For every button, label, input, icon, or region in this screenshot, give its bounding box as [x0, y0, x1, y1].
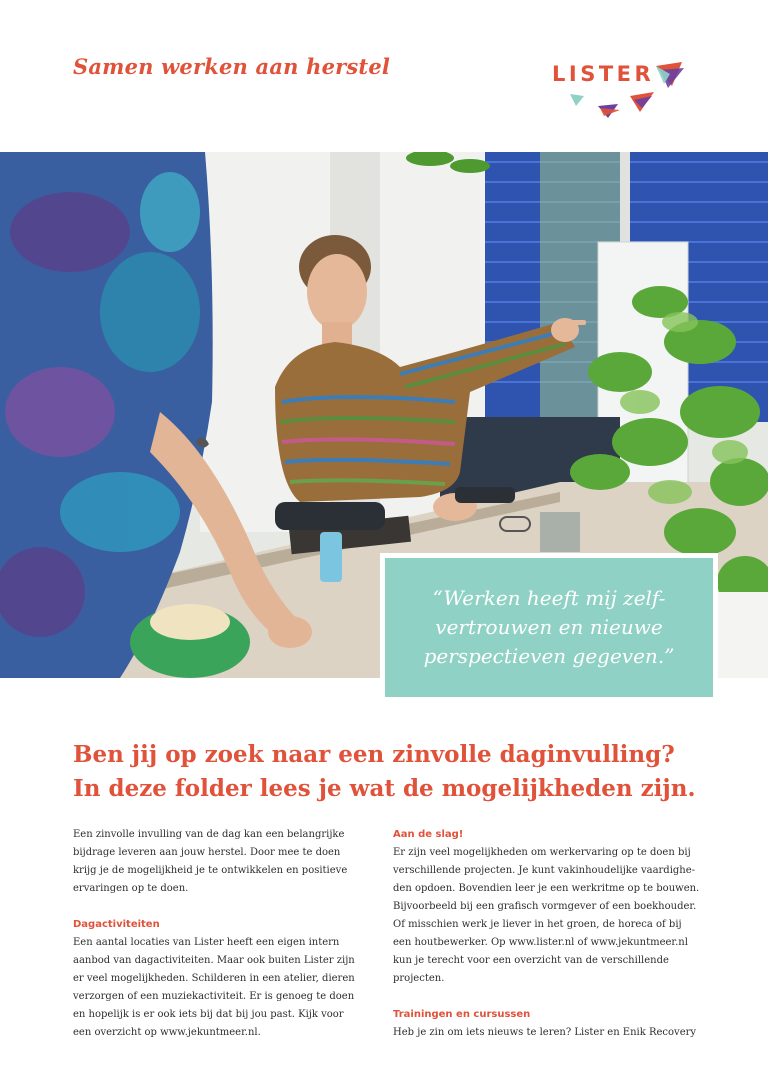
- body-line: ervaringen op te doen.: [73, 883, 189, 894]
- tagline: Samen werken aan herstel: [73, 54, 391, 79]
- section-title-aan-de-slag: Aan de slag!: [393, 829, 464, 840]
- lister-logo: [548, 56, 698, 126]
- section-title-dagactiviteiten: Dagactiviteiten: [73, 919, 160, 930]
- body-line: projecten.: [393, 973, 445, 984]
- quote-line: vertrouwen en nieuwe: [435, 615, 663, 639]
- body-line: Bijvoorbeeld bij een grafisch vormgever of een boekhouder.: [393, 901, 697, 912]
- body-line: Heb je zin om iets nieuws te leren? Lister en Enik Recovery: [393, 1027, 697, 1038]
- body-line: er veel mogelijkheden. Schilderen in een atelier, dieren: [73, 973, 355, 984]
- logo-text: LISTER: [552, 62, 655, 86]
- body-line: aanbod van dagactiviteiten. Maar ook buiten Lister zijn: [73, 955, 355, 966]
- section-title-trainingen: Trainingen en cursussen: [393, 1009, 531, 1020]
- body-line: Er zijn veel mogelijkheden om werkervaring op te doen bij: [393, 847, 691, 858]
- right-column: [393, 826, 703, 1042]
- quote-line: “Werken heeft mij zelf-: [432, 586, 666, 610]
- body-line: kun je terecht voor een overzicht van de verschillende: [393, 955, 669, 966]
- left-column: [73, 826, 373, 1042]
- body-line: krijg je de mogelijkheid je te ontwikkelen en positieve: [73, 865, 348, 876]
- headline-line-1: Ben jij op zoek naar een zinvolle daginvulling?: [73, 741, 675, 768]
- quote-text: [424, 584, 675, 671]
- body-line: en hopelijk is er ook iets bij dat bij jou past. Kijk voor: [73, 1009, 344, 1020]
- body-line: Een aantal locaties van Lister heeft een eigen intern: [73, 937, 340, 948]
- quote-box: [380, 553, 718, 702]
- body-line: verzorgen of een muziekactiviteit. Er is genoeg te doen: [73, 991, 355, 1002]
- body-line: een overzicht op www.jekuntmeer.nl.: [73, 1027, 261, 1038]
- body-line: Of misschien werk je liever in het groen, de horeca of bij: [393, 919, 682, 930]
- quote-line: perspectieven gegeven.”: [423, 644, 675, 668]
- body-line: Een zinvolle invulling van de dag kan een belangrijke: [73, 829, 345, 840]
- headline: [73, 738, 733, 806]
- headline-line-2: In deze folder lees je wat de mogelijkheden zijn.: [73, 775, 696, 802]
- body-line: verschillende projecten. Je kunt vakinhoudelijke vaardighe-: [393, 865, 696, 876]
- body-line: den opdoen. Bovendien leer je een werkritme op te bouwen.: [393, 883, 700, 894]
- body-line: een houtbewerker. Op www.lister.nl of www.jekuntmeer.nl: [393, 937, 688, 948]
- body-line: bijdrage leveren aan jouw herstel. Door mee te doen: [73, 847, 341, 858]
